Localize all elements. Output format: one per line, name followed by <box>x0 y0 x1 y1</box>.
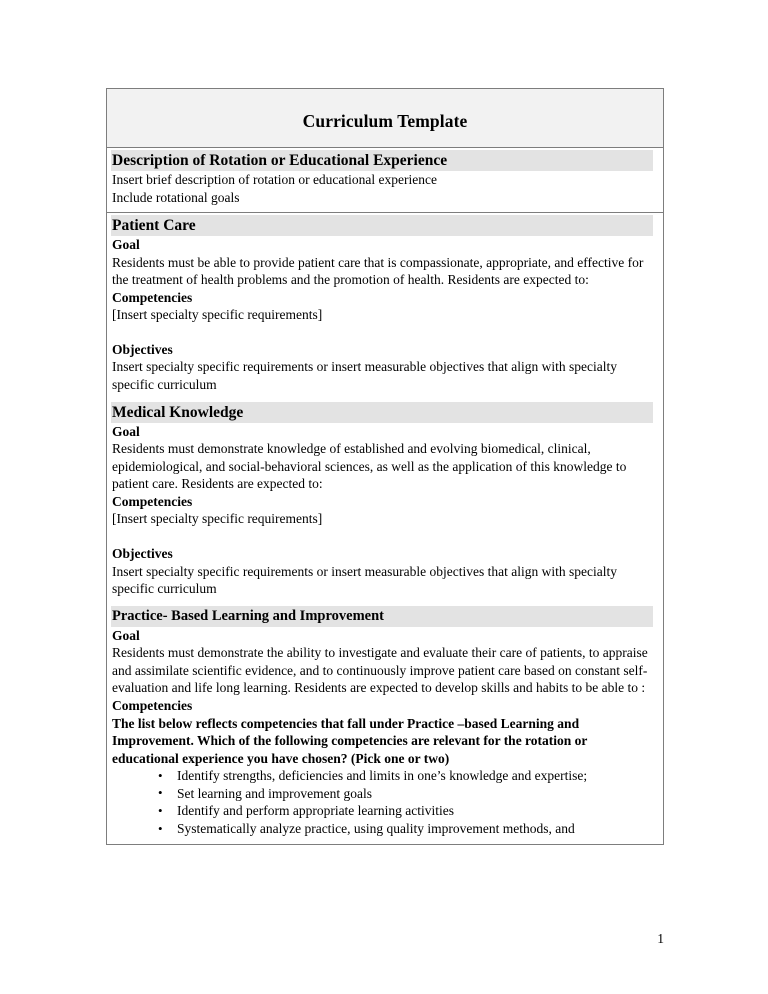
section-heading-practice-based: Practice- Based Learning and Improvement <box>111 606 653 627</box>
page-title: Curriculum Template <box>302 111 468 131</box>
spacer <box>111 528 659 545</box>
description-line-1: Insert brief description of rotation or educational experience <box>112 172 437 187</box>
curriculum-template-table <box>106 88 664 845</box>
practice-based-goal-text: Residents must demonstrate the ability to investigate and evaluate their care of patients, to appraise and assimilate scientific evidence, and to continuously improve patient care based on constant self-evaluation and life long learning. Residents are expected to develop skills and habits to be able to : <box>112 645 648 696</box>
medical-knowledge-competencies-label: Competencies <box>112 493 193 509</box>
practice-based-competencies-intro: The list below reflects competencies that fall under Practice –based Learning and Improvement. Which of the following competencies are relevant for the rotation or educational experience you have chosen? (Pick one or two) <box>112 715 588 766</box>
list-item: • Identify and perform appropriate learning activities <box>158 802 659 820</box>
practice-based-goal-label: Goal <box>112 627 140 643</box>
description-line-2: Include rotational goals <box>112 189 240 205</box>
medical-knowledge-objectives-label: Objectives <box>112 546 173 562</box>
page-number: 1 <box>657 931 664 946</box>
medical-knowledge-row <box>107 400 664 604</box>
section-heading-medical-knowledge: Medical Knowledge <box>111 402 653 423</box>
patient-care-objectives-label: Objectives <box>112 341 173 357</box>
patient-care-objectives-text: Insert specialty specific requirements or insert measurable objectives that align with specialty specific curriculum <box>112 359 617 393</box>
patient-care-competencies-text: [Insert specialty specific requirements] <box>112 307 323 323</box>
patient-care-competencies-label: Competencies <box>112 289 193 305</box>
medical-knowledge-competencies-text: [Insert specialty specific requirements] <box>112 511 323 527</box>
patient-care-section <box>107 213 664 400</box>
patient-care-goal-label: Goal <box>112 237 140 253</box>
title-cell <box>107 89 664 148</box>
list-item: • Identify strengths, deficiencies and limits in one’s knowledge and expertise; <box>158 767 659 785</box>
list-item: • Set learning and improvement goals <box>158 785 659 803</box>
patient-care-goal-text: Residents must be able to provide patient care that is compassionate, appropriate, and effective for the treatment of health problems and the promotion of health. Residents are expected to: <box>112 254 644 288</box>
patient-care-row <box>107 213 664 400</box>
list-item: • Systematically analyze practice, using quality improvement methods, and <box>158 820 659 838</box>
description-section <box>107 148 664 213</box>
medical-knowledge-section <box>107 400 664 604</box>
title-row <box>107 89 664 148</box>
medical-knowledge-objectives-text: Insert specialty specific requirements or insert measurable objectives that align with specialty specific curriculum <box>112 563 617 597</box>
practice-based-competencies-label: Competencies <box>112 698 193 713</box>
practice-based-section <box>107 604 664 844</box>
section-heading-description: Description of Rotation or Educational Experience <box>111 150 653 171</box>
medical-knowledge-goal-text: Residents must demonstrate knowledge of established and evolving biomedical, clinical, epidemiological, and social-behavioral sciences, as well as the application of this knowledge to patient care. Residents are expected to: <box>112 441 627 492</box>
description-row <box>107 148 664 213</box>
section-heading-patient-care: Patient Care <box>111 215 653 236</box>
practice-based-row <box>107 604 664 844</box>
medical-knowledge-goal-label: Goal <box>112 423 140 439</box>
spacer <box>111 324 659 341</box>
practice-based-competency-list <box>111 767 659 837</box>
